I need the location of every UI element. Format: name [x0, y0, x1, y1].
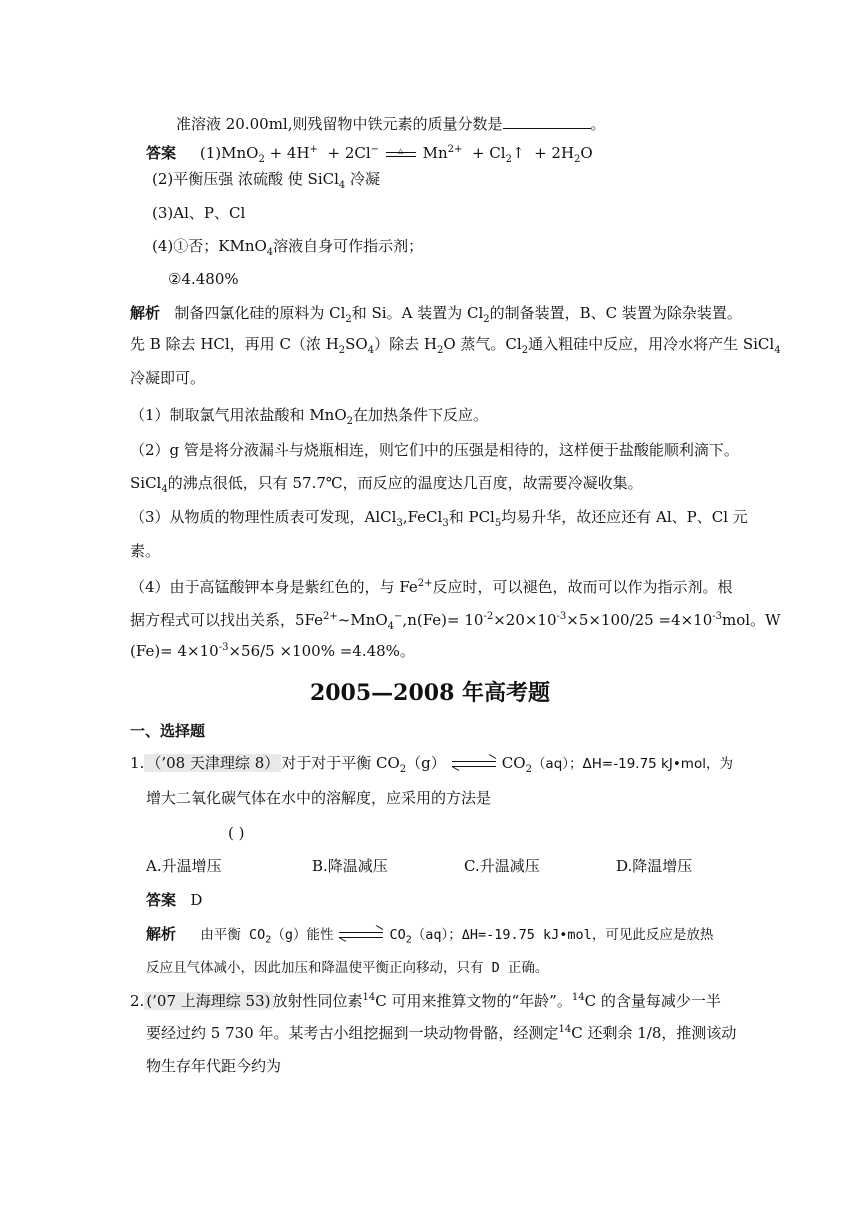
question-text: C 的含量每减少一半 [584, 992, 721, 1010]
sub: 2 [574, 154, 581, 165]
analysis-line-9 [130, 576, 733, 598]
analysis-text: ×20×10 [493, 611, 557, 629]
sup: -2 [483, 611, 494, 622]
sup: 14 [558, 1024, 572, 1035]
analysis-text: （g）能性 [271, 927, 334, 943]
answer-line-1 [146, 142, 593, 164]
question-number: 1. [130, 754, 145, 772]
analysis-line-4 [130, 404, 488, 426]
sup: -3 [556, 611, 567, 622]
analysis-text: 先 B 除去 HCl，再用 C（浓 H [130, 335, 339, 353]
question-tail-text: 准溶液 20.00ml,则残留物中铁元素的质量分数是 [176, 115, 503, 133]
analysis-text: ,n(Fe)= 10 [402, 611, 484, 629]
analysis-text: 反应且气体减小，因此加压和降温使平衡正向移动，只有 D 正确。 [146, 960, 549, 976]
question-source: （’08 天津理综 8） [146, 754, 280, 772]
analysis-text: SiCl [130, 474, 162, 492]
analysis-text: 通入粗硅中反应，用冷水将产生 SiCl [528, 335, 775, 353]
subsection-heading: 一、选择题 [130, 722, 206, 740]
question-tail-line [176, 113, 606, 135]
sub: 4 [161, 484, 168, 495]
analysis-text: 均易升华，故还应还有 Al、P、Cl 元 [501, 508, 748, 526]
eq-mno2: (1)MnO [199, 144, 259, 162]
option-d: D.降温增压 [616, 857, 693, 875]
question-text: CO [501, 754, 526, 772]
analysis-line-7 [130, 506, 748, 528]
analysis-text: CO [389, 927, 406, 943]
question-source: (’07 上海理综 53) [146, 992, 271, 1010]
question-2-line-1 [130, 990, 721, 1012]
question-text: 增大二氧化碳气体在水中的溶解度，应采用的方法是 [146, 789, 492, 807]
heating-equals-sign [386, 148, 416, 160]
eq-h: + 4H [264, 144, 310, 162]
question-text: 对于对于平衡 CO [281, 754, 400, 772]
delta-icon: △ [397, 147, 404, 155]
analysis-text: ,FeCl [402, 508, 443, 526]
answer-4-text-b: 溶液自身可作指示剂； [273, 237, 424, 255]
answer-2-end: 冷凝 [345, 170, 381, 188]
sup: 2+ [447, 144, 463, 155]
question-1-line-1 [130, 752, 733, 775]
analysis-line-5 [130, 439, 739, 461]
sub: 5 [494, 518, 502, 529]
analysis-text: （4）由于高锰酸钾本身是紫红色的，与 Fe [130, 578, 418, 596]
question-2-line-3 [146, 1055, 281, 1077]
question-1-analysis-2 [146, 957, 548, 979]
analysis-line-11 [130, 640, 415, 662]
answer-label: 答案 [146, 891, 177, 909]
analysis-line-1 [130, 302, 742, 324]
sup: + [309, 144, 318, 155]
eq-h2o: + 2H [529, 144, 575, 162]
sub: 2 [405, 934, 412, 946]
sub: 3 [442, 518, 449, 529]
sub: 4 [367, 345, 375, 356]
answer-2-text: (2)平衡压强 浓硫酸 使 SiCl [152, 170, 339, 188]
analysis-line-10 [130, 609, 781, 631]
analysis-text: 制备四氯化硅的原料为 Cl [174, 304, 346, 322]
sub: 4 [774, 345, 781, 356]
sub: 2 [338, 345, 346, 356]
analysis-text: SO [345, 335, 368, 353]
analysis-text: 和 Si。A 装置为 Cl [351, 304, 484, 322]
option-b: B.降温减压 [312, 857, 388, 875]
sub: 4 [338, 180, 346, 191]
answer-line-2 [152, 168, 380, 190]
analysis-text: ）除去 H [374, 335, 437, 353]
analysis-text: 由平衡 CO [200, 927, 266, 943]
sup: -3 [218, 642, 229, 653]
analysis-text: ~MnO [337, 611, 388, 629]
sup: 14 [362, 992, 376, 1003]
answer-3-text: (3)Al、P、Cl [152, 204, 246, 222]
section-title: 2005—2008 年高考题 [309, 680, 551, 706]
period: 。 [590, 115, 606, 133]
analysis-text: （3）从物质的物理性质表可发现，AlCl [130, 508, 397, 526]
answer-blank [503, 113, 591, 129]
analysis-text: 素。 [130, 542, 161, 560]
equilibrium-arrow-icon [452, 758, 496, 770]
question-text: 物生存年代距今约为 [146, 1057, 282, 1075]
answer-line-3 [152, 202, 245, 224]
analysis-text: ×56/5 ×100% =4.48%。 [228, 642, 415, 660]
question-text: C 可用来推算文物的“年龄”。 [375, 992, 572, 1010]
sub: 2 [265, 934, 272, 946]
analysis-text: 据方程式可以找出关系，5Fe [130, 611, 324, 629]
analysis-line-2 [130, 333, 781, 355]
analysis-label: 解析 [130, 304, 161, 322]
analysis-text: 的沸点很低，只有 57.7℃，而反应的温度达几百度，故需要冷凝收集。 [167, 474, 643, 492]
answer-line-5 [168, 268, 239, 290]
eq-cl2: + Cl [467, 144, 506, 162]
option-c: C.升温减压 [464, 857, 540, 875]
question-text: （g） [406, 754, 446, 772]
eq-cl: + 2Cl [322, 144, 371, 162]
sub: 2 [346, 416, 354, 427]
analysis-line-3 [130, 367, 205, 389]
analysis-text: 的制备装置，B、C 装置为除杂装置。 [489, 304, 742, 322]
sub: 2 [399, 764, 407, 775]
sup: − [370, 144, 380, 155]
sup: 14 [571, 992, 585, 1003]
answer-paren: ( ) [228, 824, 245, 842]
question-text: 放射性同位素 [272, 992, 363, 1010]
sup: 2+ [417, 578, 433, 589]
answer-4-text: (4)①否；KMnO [152, 237, 267, 255]
sup: -3 [712, 611, 723, 622]
question-1-analysis-1 [146, 923, 713, 946]
equilibrium-arrow-icon [339, 929, 383, 941]
question-number: 2. [130, 992, 145, 1010]
analysis-text: 和 PCl [448, 508, 495, 526]
question-1-answer [146, 889, 202, 911]
question-2-line-2 [146, 1022, 736, 1044]
answer-label: 答案 [146, 144, 177, 162]
analysis-text: O 蒸气。Cl [443, 335, 522, 353]
sub: 2 [525, 764, 532, 775]
analysis-text: （aq）；ΔH=-19.75 kJ•mol，可见此反应是放热 [411, 927, 714, 943]
sub: 2 [345, 314, 352, 325]
answer-value: D [190, 891, 203, 909]
sub: 2 [258, 154, 265, 165]
analysis-text: 冷凝即可。 [130, 369, 206, 387]
analysis-text: ×5×100/25 =4×10 [566, 611, 713, 629]
answer-5-text: ②4.480% [168, 270, 239, 288]
analysis-line-8 [130, 540, 160, 562]
analysis-label: 解析 [146, 925, 177, 943]
sub: 2 [436, 345, 444, 356]
analysis-text: 在加热条件下反应。 [353, 406, 489, 424]
analysis-text: （1）制取氯气用浓盐酸和 MnO [130, 406, 347, 424]
analysis-text: （2）g 管是将分液漏斗与烧瓶相连，则它们中的压强是相待的，这样便于盐酸能顺利滴下。 [130, 441, 739, 459]
question-text: 要经过约 5 730 年。某考古小组挖掘到一块动物骨骼，经测定 [146, 1024, 559, 1042]
question-text: C 还剩余 1/8，推测该动 [571, 1024, 737, 1042]
eq-mn: Mn [422, 144, 448, 162]
sub: 4 [266, 247, 274, 258]
analysis-text: 反应时，可以褪色，故而可以作为指示剂。根 [432, 578, 733, 596]
analysis-text: (Fe)= 4×10 [130, 642, 219, 660]
sub: 2 [483, 314, 490, 325]
option-a: A.升温增压 [146, 857, 222, 875]
eq-o: O [580, 144, 593, 162]
sub: 4 [387, 621, 395, 632]
question-text: （aq）；ΔH=-19.75 kJ•mol，为 [531, 756, 733, 772]
sup: 2+ [323, 611, 338, 622]
sub: 2 [521, 345, 529, 356]
sub: 3 [396, 518, 403, 529]
answer-line-4 [152, 235, 423, 257]
sup: − [394, 611, 403, 622]
sub: 2 [505, 154, 512, 165]
gas-arrow-icon: ↑ [511, 144, 525, 162]
analysis-line-6 [130, 472, 643, 494]
question-1-line-2 [146, 787, 491, 809]
analysis-text: mol。W [722, 611, 781, 629]
